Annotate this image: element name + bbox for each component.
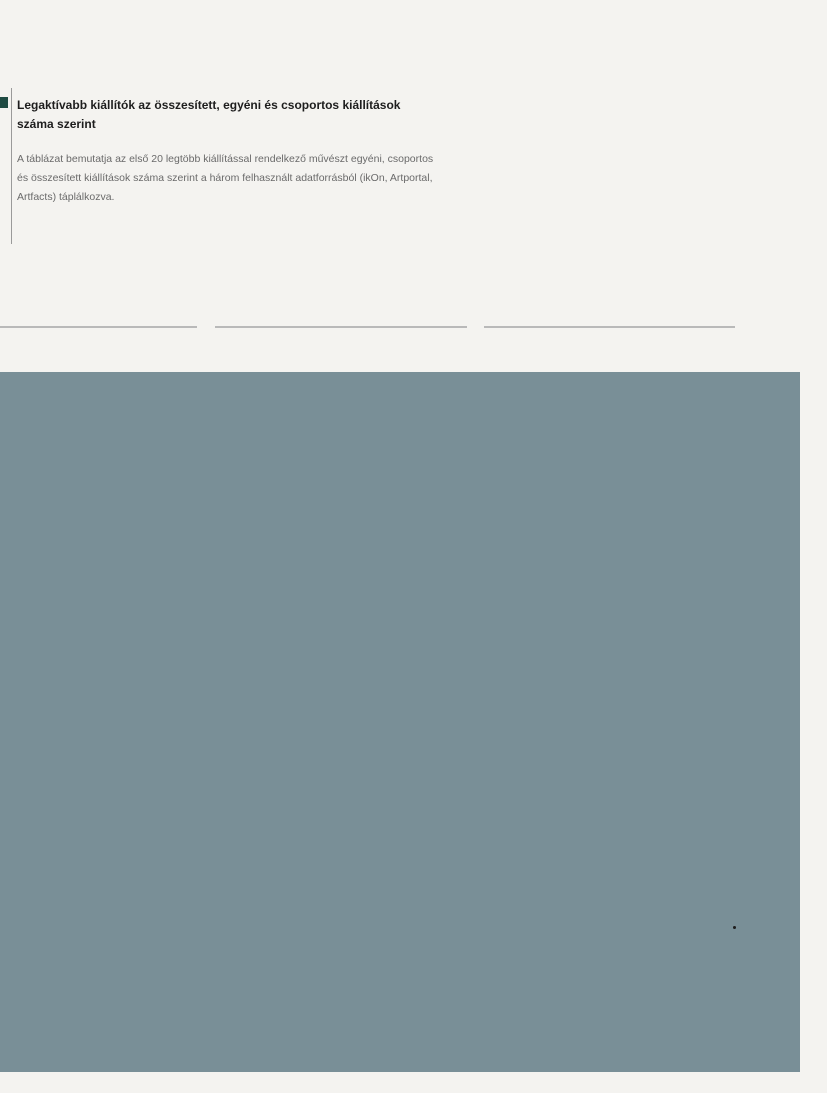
group-exhibitions-table: [215, 326, 467, 328]
background-panel: [0, 372, 800, 1072]
page-title: Legaktívabb kiállítók az összesített, egyéni és csoportos kiállítások száma szerint: [17, 98, 401, 131]
decorative-dot: [733, 926, 736, 929]
total-exhibitions-table: [0, 326, 197, 328]
section-divider: [11, 88, 12, 244]
solo-exhibitions-table: [484, 326, 735, 328]
section-marker: [0, 97, 8, 108]
intro-text: A táblázat bemutatja az első 20 legtöbb kiállítással rendelkező művészt egyéni, csoportos és összesített kiállítások száma szerint a három felhasznált adatforrásból (ikOn, Artportal, Artfacts) táplálkozva.: [17, 153, 434, 203]
